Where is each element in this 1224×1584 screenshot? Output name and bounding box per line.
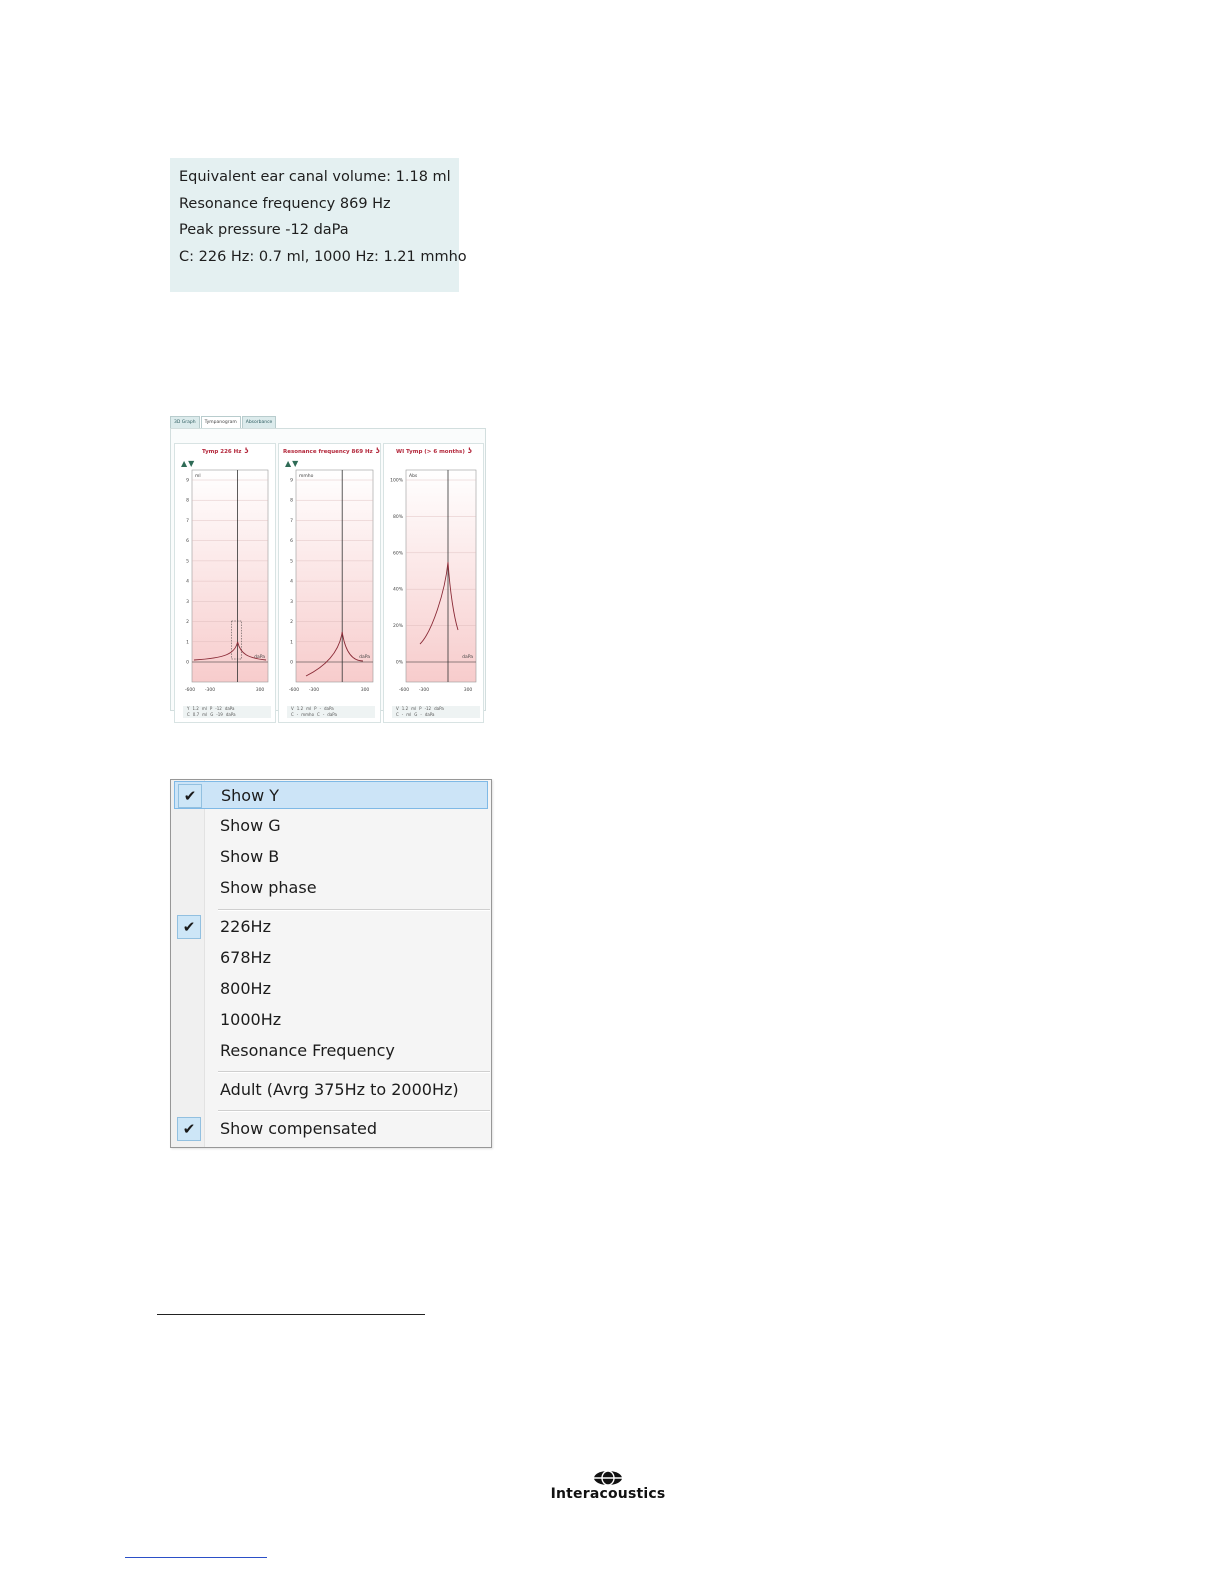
- menu-item[interactable]: [174, 913, 488, 941]
- menu-item[interactable]: [174, 1115, 488, 1143]
- values-cell: C: [396, 712, 399, 717]
- values-cell: daPa: [324, 706, 334, 711]
- plot-area: [296, 470, 373, 682]
- menu-separator: [218, 909, 490, 911]
- graph-title: Resonance frequency 869 Hz: [283, 449, 373, 455]
- ear-icon: ʖ: [375, 447, 380, 455]
- menu-item[interactable]: [174, 874, 488, 902]
- ear-canal-volume-text: Equivalent ear canal volume: 1.18 ml: [179, 169, 451, 185]
- x-tick-label: 300: [463, 688, 473, 693]
- y-tick-label: 3: [186, 599, 189, 605]
- footnote-divider: [157, 1314, 425, 1315]
- checkmark-icon: ✔: [177, 915, 201, 939]
- y-tick-label: 60%: [392, 551, 403, 557]
- y-tick-label: 8: [186, 498, 189, 504]
- scale-arrows-icon[interactable]: ▲▼: [181, 459, 196, 468]
- tab-3d-graph[interactable]: 3D Graph: [170, 416, 200, 428]
- y-tick-label: 8: [290, 498, 293, 504]
- y-tick-label: 1: [290, 640, 293, 646]
- y-tick-label: 9: [186, 478, 189, 484]
- x-tick-label: -600: [398, 688, 410, 693]
- values-cell: V: [291, 706, 294, 711]
- values-cell: P: [314, 706, 317, 711]
- values-cell: daPa: [434, 706, 444, 711]
- values-cell: C: [187, 712, 190, 717]
- values-cell: 1.2: [401, 706, 409, 711]
- values-cell: G: [414, 712, 418, 717]
- y-tick-label: 4: [290, 579, 293, 585]
- values-cell: 1.2: [296, 706, 304, 711]
- unit-label: Abs: [409, 474, 418, 479]
- x-unit-label: daPa: [359, 655, 370, 660]
- values-cell: ml: [306, 706, 312, 711]
- values-cell: G: [210, 712, 214, 717]
- y-tick-label: 6: [186, 539, 189, 545]
- values-cell: C: [317, 712, 320, 717]
- graph-values-table: [287, 706, 375, 718]
- x-tick-label: 300: [255, 688, 265, 693]
- y-tick-label: 7: [186, 518, 189, 524]
- values-cell: ml: [202, 712, 208, 717]
- menu-item-label: Show B: [220, 847, 280, 866]
- tab-absorbance[interactable]: Absorbance: [242, 416, 277, 428]
- values-cell: mmho: [301, 712, 315, 717]
- values-cell: daPa: [327, 712, 337, 717]
- menu-item-label: 678Hz: [220, 948, 271, 967]
- compliance-text: C: 226 Hz: 0.7 ml, 1000 Hz: 1.21 mmho: [179, 248, 467, 265]
- logo-wordmark: Interacoustics: [550, 1486, 666, 1502]
- ear-icon: ʖ: [244, 447, 249, 455]
- y-tick-label: 4: [186, 579, 189, 585]
- values-cell: C: [291, 712, 294, 717]
- plot-area: [192, 470, 268, 682]
- graph-panel-tymp-226[interactable]: [174, 443, 276, 723]
- y-tick-label: 0: [290, 660, 293, 666]
- y-tick-label: 2: [186, 620, 189, 626]
- y-tick-label: 20%: [392, 624, 403, 630]
- menu-separator: [218, 1071, 490, 1073]
- values-cell: -12: [215, 706, 222, 711]
- graph-values-table: [392, 706, 480, 718]
- y-tick-label: 0%: [395, 660, 403, 666]
- graph-panels-frame: [170, 428, 486, 717]
- menu-item-label: Show Y: [221, 786, 280, 805]
- x-tick-label: -600: [184, 688, 196, 693]
- menu-separator: [218, 1110, 490, 1112]
- values-cell: -: [322, 712, 325, 717]
- values-cell: -: [401, 712, 404, 717]
- menu-item[interactable]: [174, 975, 488, 1003]
- menu-item[interactable]: [174, 1076, 488, 1104]
- y-tick-label: 40%: [392, 587, 403, 593]
- values-row: [183, 712, 271, 718]
- menu-item-label: Adult (Avrg 375Hz to 2000Hz): [220, 1080, 459, 1099]
- values-cell: daPa: [424, 712, 435, 717]
- tympanogram-plot: [175, 444, 277, 724]
- values-cell: -19: [216, 712, 223, 717]
- menu-item[interactable]: [174, 843, 488, 871]
- checkmark-icon: ✔: [177, 1117, 201, 1141]
- graph-panel-resonance[interactable]: [278, 443, 381, 723]
- tympanogram-plot: [384, 444, 485, 724]
- unit-label: ml: [195, 474, 201, 479]
- plot-area: [406, 470, 476, 682]
- menu-item-label: Show G: [220, 816, 281, 835]
- values-cell: P: [209, 706, 213, 711]
- menu-item-label: Show phase: [220, 878, 317, 897]
- values-cell: 1.2: [192, 706, 199, 711]
- result-summary-box: [170, 158, 467, 292]
- y-tick-label: 2: [290, 620, 293, 626]
- interacoustics-logo: [540, 1470, 676, 1510]
- tab-tympanogram[interactable]: Tympanogram: [201, 416, 241, 428]
- y-tick-label: 0: [186, 660, 189, 666]
- y-tick-label: 3: [290, 599, 293, 605]
- y-tick-label: 5: [186, 559, 189, 565]
- menu-item[interactable]: [174, 781, 488, 809]
- y-tick-label: 1: [186, 640, 189, 646]
- resonance-frequency-text: Resonance frequency 869 Hz: [179, 195, 391, 212]
- values-cell: V: [396, 706, 399, 711]
- values-cell: -: [420, 712, 422, 717]
- menu-item[interactable]: [174, 944, 488, 972]
- x-unit-label: daPa: [254, 655, 265, 660]
- menu-item[interactable]: [174, 812, 488, 840]
- values-cell: daPa: [224, 706, 235, 711]
- y-tick-label: 100%: [390, 478, 403, 484]
- menu-item-label: 226Hz: [220, 917, 271, 936]
- x-tick-label: -300: [204, 688, 216, 693]
- values-cell: -: [319, 706, 322, 711]
- graph-title: WI Tymp (> 6 months): [396, 449, 465, 455]
- graph-values-table: [183, 706, 271, 718]
- globe-logo-icon: [591, 1470, 625, 1486]
- menu-item-label: 1000Hz: [220, 1010, 282, 1029]
- graph-panel-wi-tymp[interactable]: [383, 443, 484, 723]
- scale-arrows-icon[interactable]: ▲▼: [285, 459, 300, 468]
- tympanogram-graphs: [170, 416, 486, 717]
- values-cell: P: [419, 706, 422, 711]
- values-row: [392, 712, 480, 718]
- values-cell: -: [296, 712, 299, 717]
- x-tick-label: -300: [418, 688, 430, 693]
- peak-pressure-text: Peak pressure -12 daPa: [179, 222, 349, 239]
- values-row: [287, 712, 375, 718]
- x-tick-label: 300: [360, 688, 370, 693]
- checkmark-icon: ✔: [178, 784, 202, 808]
- y-tick-label: 80%: [392, 514, 403, 520]
- graph-title: Tymp 226 Hz: [202, 449, 242, 455]
- menu-item-label: 800Hz: [220, 979, 271, 998]
- values-cell: 0.7: [192, 712, 200, 717]
- values-cell: Y: [187, 706, 190, 711]
- graph-context-menu: [170, 779, 492, 1148]
- x-unit-label: daPa: [462, 655, 473, 660]
- values-cell: ml: [201, 706, 207, 711]
- values-cell: ml: [406, 712, 412, 717]
- y-tick-label: 5: [290, 559, 293, 565]
- menu-item[interactable]: [174, 1006, 488, 1034]
- y-tick-label: 6: [290, 539, 293, 545]
- unit-label: mmho: [299, 474, 314, 479]
- graph-tabs: [170, 416, 276, 428]
- menu-item[interactable]: [174, 1037, 488, 1065]
- menu-item-label: Resonance Frequency: [220, 1041, 395, 1060]
- values-cell: -12: [424, 706, 432, 711]
- tympanogram-plot: [279, 444, 382, 724]
- page-link-underline[interactable]: [125, 1557, 267, 1558]
- menu-item-label: Show compensated: [220, 1119, 377, 1138]
- x-tick-label: -300: [308, 688, 320, 693]
- ear-icon: ʖ: [467, 447, 472, 455]
- values-cell: daPa: [225, 712, 236, 717]
- y-tick-label: 7: [290, 518, 293, 524]
- y-tick-label: 9: [290, 478, 293, 484]
- values-cell: ml: [411, 706, 417, 711]
- x-tick-label: -600: [288, 688, 300, 693]
